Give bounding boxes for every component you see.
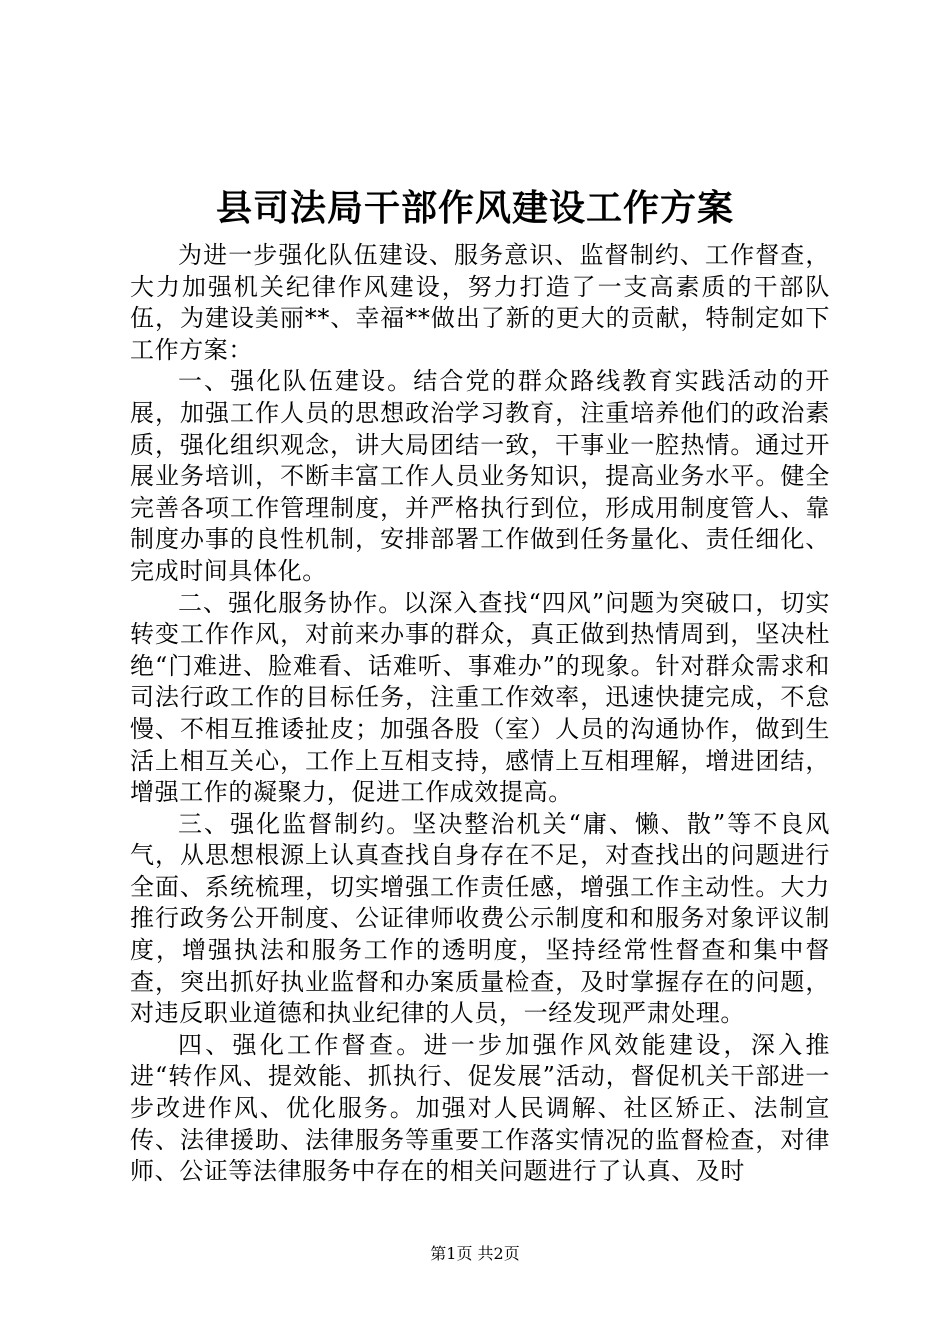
section-2-paragraph: 二、强化服务协作。以深入查找“四风”问题为突破口，切实转变工作作风，对前来办事的群众，真正做到热情周到，坚决杜绝“门难进、脸难看、话难听、事难办”的现象。针对群众需求和司法行政工作的目标任务，注重工作效率，迅速快捷完成，不怠慢、不相互推诿扯皮；加强各股（室）人员的沟通协作，做到生活上相互关心，工作上互相支持，感情上互相理解，增进团结，增强工作的凝聚力，促进工作成效提高。 xyxy=(130,588,830,807)
document-body xyxy=(130,240,830,1188)
section-1-paragraph: 一、强化队伍建设。结合党的群众路线教育实践活动的开展，加强工作人员的思想政治学习教育，注重培养他们的政治素质，强化组织观念，讲大局团结一致，干事业一腔热情。通过开展业务培训，不断丰富工作人员业务知识，提高业务水平。健全完善各项工作管理制度，并严格执行到位，形成用制度管人、靠制度办事的良性机制，安排部署工作做到任务量化、责任细化、完成时间具体化。 xyxy=(130,367,830,585)
section-3-paragraph: 三、强化监督制约。坚决整治机关“庸、懒、散”等不良风气，从思想根源上认真查找自身存在不足，对查找出的问题进行全面、系统梳理，切实增强工作责任感，增强工作主动性。大力推行政务公开制度、公证律师收费公示制度和和服务对象评议制度，增强执法和服务工作的透明度，坚持经常性督查和集中督查，突出抓好执业监督和办案质量检查，及时掌握存在的问题，对违反职业道德和执业纪律的人员，一经发现严肃处理。 xyxy=(130,809,830,1028)
page-footer: 第1页 共2页 xyxy=(430,1244,520,1263)
intro-paragraph: 为进一步强化队伍建设、服务意识、监督制约、工作督查，大力加强机关纪律作风建设，努力打造了一支高素质的干部队伍，为建设美丽**、幸福**做出了新的更大的贡献，特制定如下工作方案： xyxy=(130,241,830,364)
section-4-paragraph: 四、强化工作督查。进一步加强作风效能建设，深入推进“转作风、提效能、抓执行、促发展”活动，督促机关干部进一步改进作风、优化服务。加强对人民调解、社区矫正、法制宣传、法律援助、法律服务等重要工作落实情况的监督检查，对律师、公证等法律服务中存在的相关问题进行了认真、及时 xyxy=(130,1030,830,1186)
document-title: 县司法局干部作风建设工作方案 xyxy=(215,187,734,229)
